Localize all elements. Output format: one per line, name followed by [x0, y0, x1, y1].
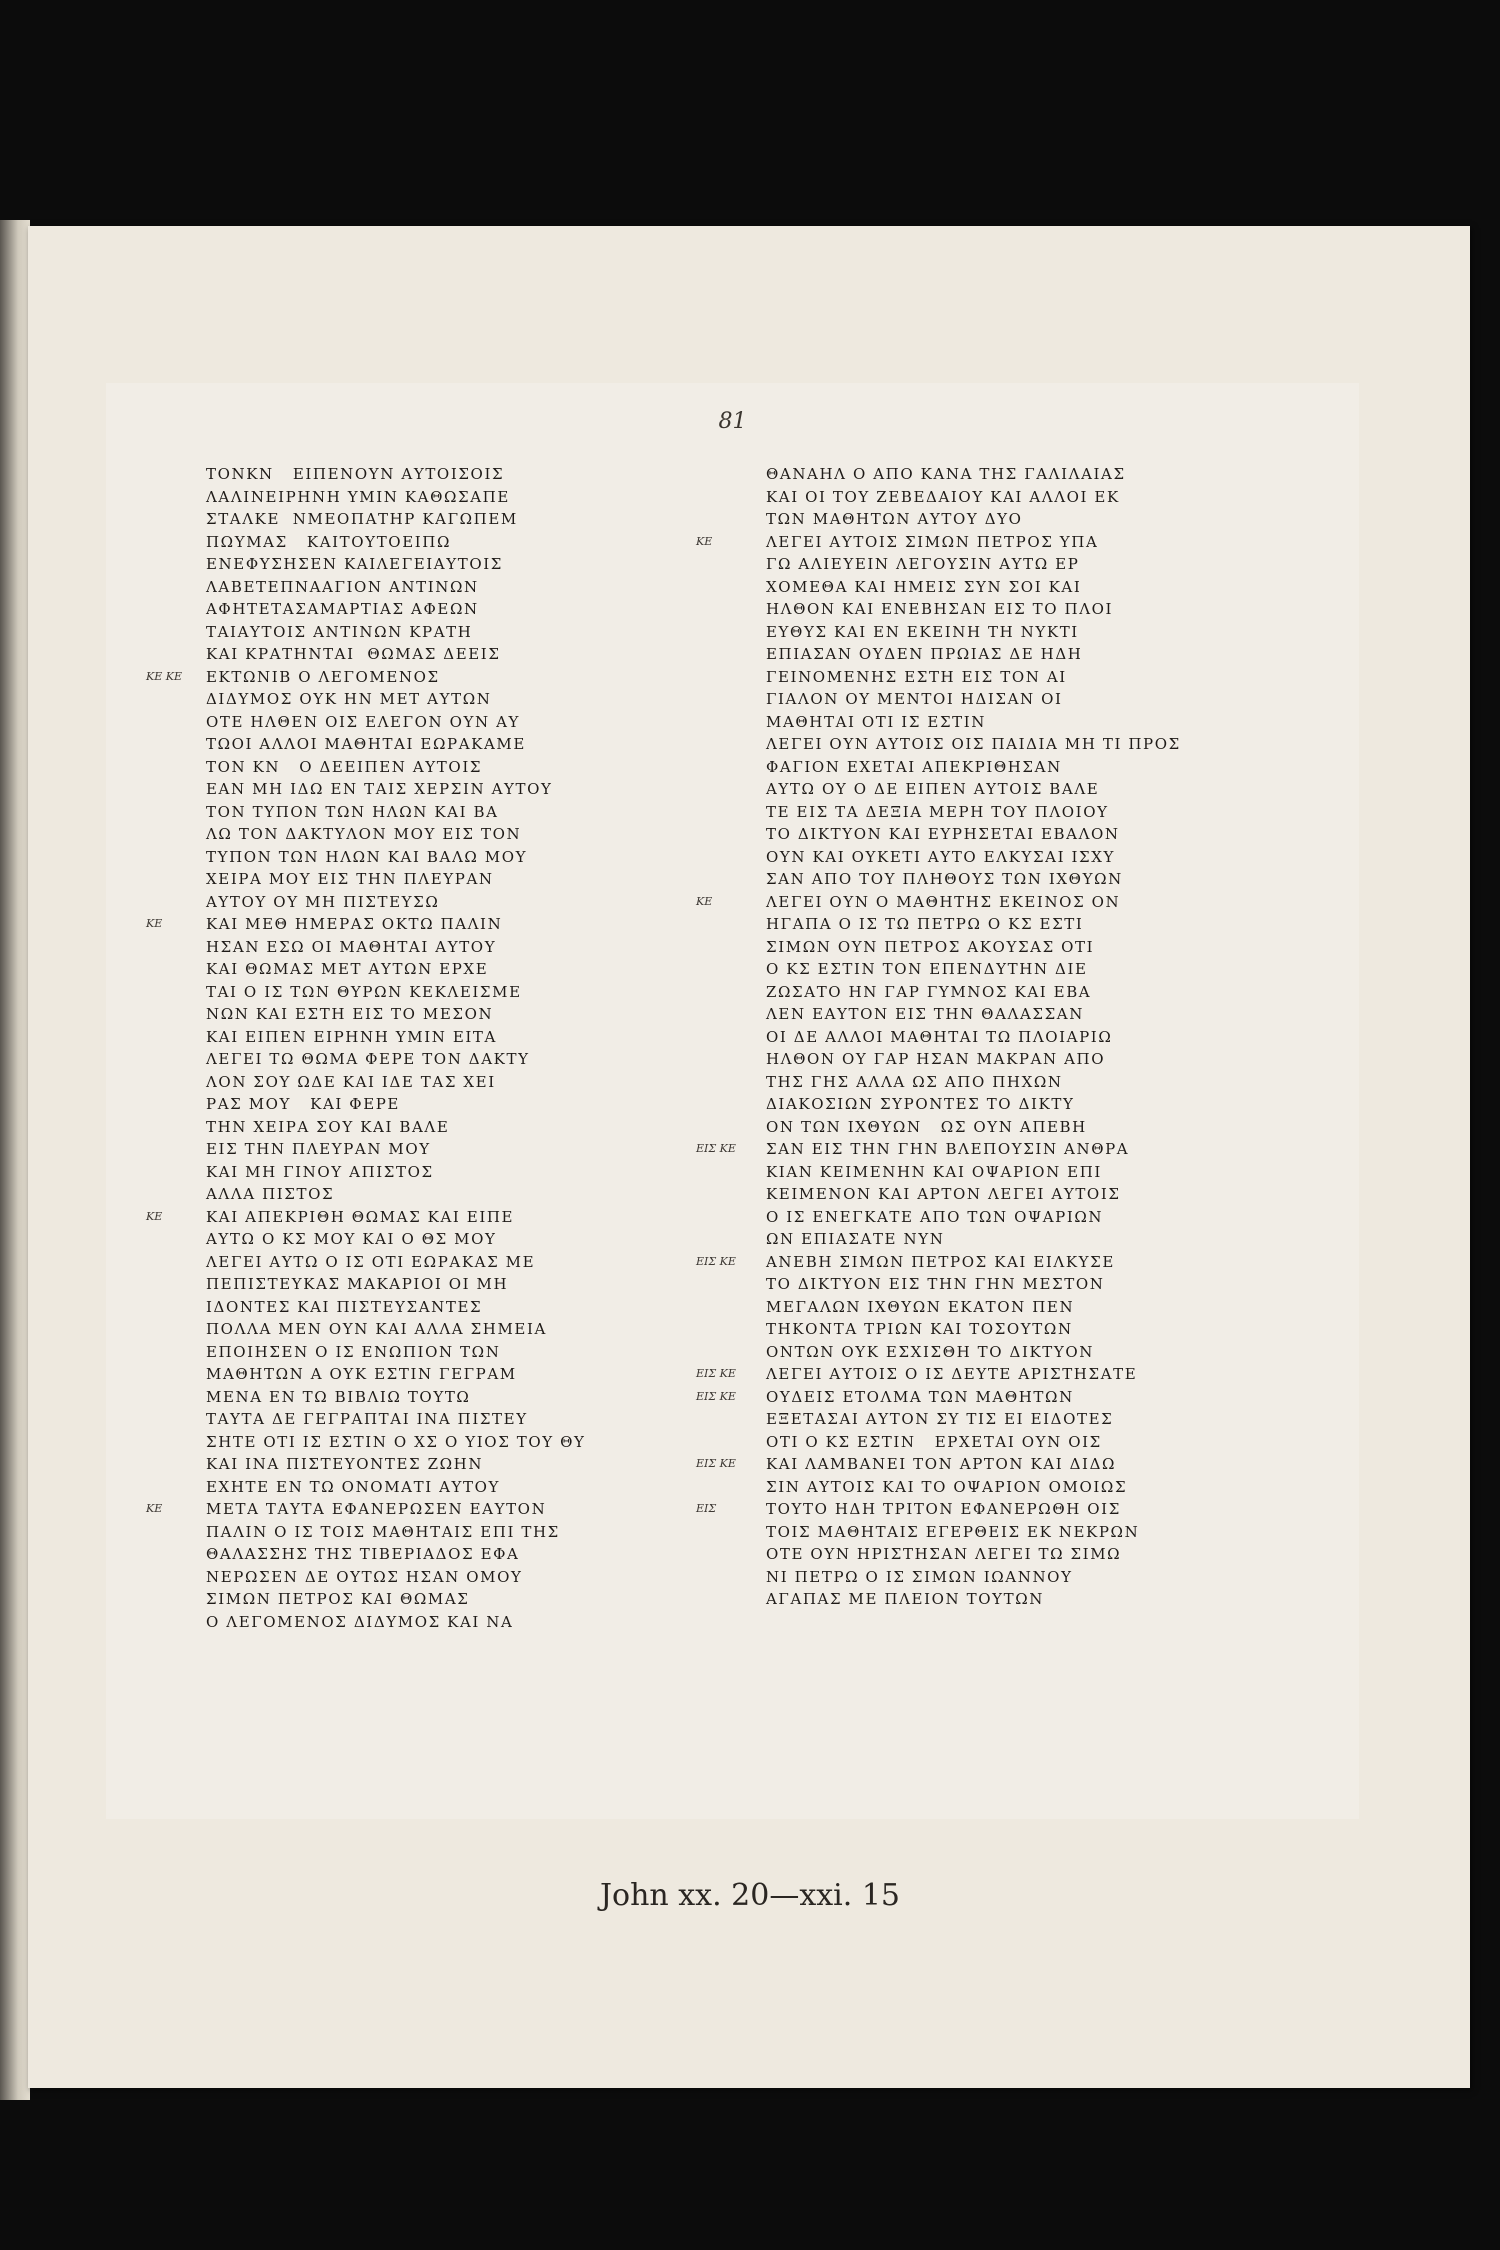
manuscript-line: ΕΠΟΙΗΣΕΝ Ο ΙΣ ΕΝΩΠΙΟΝ ΤΩΝ [206, 1342, 501, 1361]
margin-note [696, 711, 756, 734]
manuscript-line: ΗΛΘΟΝ ΚΑΙ ΕΝΕΒΗΣΑΝ ΕΙΣ ΤΟ ΠΛΟΙ [766, 600, 1114, 618]
margin-note [696, 1318, 756, 1341]
manuscript-line: ΕΑΝ ΜΗ ΙΔΩ ΕΝ ΤΑΙΣ ΧΕΡΣΙΝ ΑΥΤΟΥ [206, 780, 553, 798]
manuscript-line: ΟΙ ΔΕ ΑΛΛΟΙ ΜΑΘΗΤΑΙ ΤΩ ΠΛΟΙΑΡΙΩ [766, 1027, 1113, 1046]
manuscript-line: ΟΥΝ ΚΑΙ ΟΥΚΕΤΙ ΑΥΤΟ ΕΛΚΥΣΑΙ ΙΣΧΥ [766, 847, 1116, 866]
manuscript-line: ΤΩΝ ΜΑΘΗΤΩΝ ΑΥΤΟΥ ΔΥΟ [766, 510, 1023, 528]
manuscript-line: ΜΕΝΑ ΕΝ ΤΩ ΒΙΒΛΙΩ ΤΟΥΤΩ [206, 1387, 471, 1406]
manuscript-line: ΛΑΒΕΤΕΠΝΑΑΓΙΟΝ ΑΝΤΙΝΩΝ [206, 577, 479, 596]
margin-note [146, 756, 196, 779]
margin-note [696, 553, 756, 576]
manuscript-plate [106, 383, 1359, 1819]
margin-note [146, 621, 196, 644]
margin-note [696, 846, 756, 869]
manuscript-line: ΖΩΣΑΤΟ ΗΝ ΓΑΡ ΓΥΜΝΟΣ ΚΑΙ ΕΒΑ [766, 982, 1092, 1001]
margin-note [696, 756, 756, 779]
manuscript-line: ΤΟ ΔΙΚΤΥΟΝ ΚΑΙ ΕΥΡΗΣΕΤΑΙ ΕΒΑΛΟΝ [766, 825, 1120, 843]
manuscript-line: ΘΑΝΑΗΛ Ο ΑΠΟ ΚΑΝΑ ΤΗΣ ΓΑΛΙΛΑΙΑΣ [766, 465, 1126, 483]
manuscript-line: ΤΑΙ Ο ΙΣ ΤΩΝ ΘΥΡΩΝ ΚΕΚΛΕΙΣΜΕ [206, 982, 522, 1001]
margin-note [146, 1161, 196, 1184]
margin-note: ΕΙΣ ΚΕ [696, 1367, 736, 1380]
margin-note: ΕΙΣ ΚΕ [696, 1389, 736, 1403]
margin-note [146, 508, 196, 531]
manuscript-line: ΑΥΤΩ Ο ΚΣ ΜΟΥ ΚΑΙ Ο ΘΣ ΜΟΥ [206, 1230, 497, 1248]
margin-note [146, 1363, 196, 1386]
manuscript-line: ΤΟΝ ΚΝ Ο ΔΕΕΙΠΕΝ ΑΥΤΟΙΣ [206, 757, 483, 776]
margin-note [696, 1093, 756, 1116]
margin-note [146, 1048, 196, 1071]
manuscript-line: ΚΑΙ ΘΩΜΑΣ ΜΕΤ ΑΥΤΩΝ ΕΡΧΕ [206, 960, 489, 978]
manuscript-line: ΚΙΑΝ ΚΕΙΜΕΝΗΝ ΚΑΙ ΟΨΑΡΙΟΝ ΕΠΙ [766, 1162, 1102, 1181]
margin-note [146, 553, 196, 576]
manuscript-line: ΑΝΕΒΗ ΣΙΜΩΝ ΠΕΤΡΟΣ ΚΑΙ ΕΙΛΚΥΣΕ [766, 1252, 1115, 1271]
margin-note [146, 891, 196, 914]
manuscript-line: ΗΛΘΟΝ ΟΥ ΓΑΡ ΗΣΑΝ ΜΑΚΡΑΝ ΑΠΟ [766, 1050, 1106, 1068]
manuscript-line: ΓΩ ΑΛΙΕΥΕΙΝ ΛΕΓΟΥΣΙΝ ΑΥΤΩ ΕΡ [766, 555, 1080, 573]
manuscript-line: ΤΟΙΣ ΜΑΘΗΤΑΙΣ ΕΓΕΡΘΕΙΣ ΕΚ ΝΕΚΡΩΝ [766, 1522, 1140, 1541]
manuscript-line: ΜΕΓΑΛΩΝ ΙΧΘΥΩΝ ΕΚΑΤΟΝ ΠΕΝ [766, 1297, 1075, 1316]
manuscript-line: ΛΕΓΕΙ ΑΥΤΟΙΣ ΣΙΜΩΝ ΠΕΤΡΟΣ ΥΠΑ [766, 532, 1099, 551]
manuscript-line: ΙΔΟΝΤΕΣ ΚΑΙ ΠΙΣΤΕΥΣΑΝΤΕΣ [206, 1297, 483, 1316]
margin-note: ΕΙΣ ΚΕ [696, 1457, 736, 1470]
margin-note [146, 823, 196, 846]
manuscript-line: ΟΤΕ ΗΛΘΕΝ ΟΙΣ ΕΛΕΓΟΝ ΟΥΝ ΑΥ [206, 712, 521, 731]
margin-note: ΕΙΣ ΚΕ [696, 1142, 736, 1155]
manuscript-line: ΜΕΤΑ ΤΑΥΤΑ ΕΦΑΝΕΡΩΣΕΝ ΕΑΥΤΟΝ [206, 1500, 547, 1518]
margin-note [146, 486, 196, 509]
margin-note [696, 598, 756, 621]
manuscript-line: ΝΙ ΠΕΤΡΩ Ο ΙΣ ΣΙΜΩΝ ΙΩΑΝΝΟΥ [766, 1567, 1073, 1586]
margin-note [146, 576, 196, 599]
manuscript-line: ΑΓΑΠΑΣ ΜΕ ΠΛΕΙΟΝ ΤΟΥΤΩΝ [766, 1590, 1044, 1608]
manuscript-line: ΩΝ ΕΠΙΑΣΑΤΕ ΝΥΝ [766, 1230, 945, 1248]
margin-note [696, 778, 756, 801]
margin-note [696, 981, 756, 1004]
manuscript-line: ΑΥΤΩ ΟΥ Ο ΔΕ ΕΙΠΕΝ ΑΥΤΟΙΣ ΒΑΛΕ [766, 780, 1100, 798]
margin-note [146, 1476, 196, 1499]
manuscript-line: ΟΥΔΕΙΣ ΕΤΟΛΜΑ ΤΩΝ ΜΑΘΗΤΩΝ [766, 1387, 1074, 1406]
margin-note [696, 508, 756, 531]
manuscript-line: Ο ΙΣ ΕΝΕΓΚΑΤΕ ΑΠΟ ΤΩΝ ΟΨΑΡΙΩΝ [766, 1207, 1104, 1226]
margin-note [696, 936, 756, 959]
margin-note [696, 1408, 756, 1431]
margin-note [696, 1071, 756, 1094]
book-page [28, 226, 1470, 2088]
margin-note [146, 1138, 196, 1161]
manuscript-line: ΑΥΤΟΥ ΟΥ ΜΗ ΠΙΣΤΕΥΣΩ [206, 892, 440, 911]
margin-note [696, 913, 756, 936]
left-text-column [206, 463, 686, 1633]
margin-note [696, 1296, 756, 1319]
margin-note [696, 958, 756, 981]
margin-note [696, 1003, 756, 1026]
manuscript-line: ΝΕΡΩΣΕΝ ΔΕ ΟΥΤΩΣ ΗΣΑΝ ΟΜΟΥ [206, 1567, 523, 1586]
manuscript-line: ΓΕΙΝΟΜΕΝΗΣ ΕΣΤΗ ΕΙΣ ΤΟΝ ΑΙ [766, 667, 1067, 686]
manuscript-line: ΠΕΠΙΣΤΕΥΚΑΣ ΜΑΚΑΡΙΟΙ ΟΙ ΜΗ [206, 1275, 509, 1293]
margin-note [146, 1341, 196, 1364]
margin-note: ΚΕ [696, 534, 713, 548]
margin-note [696, 1476, 756, 1499]
manuscript-line: ΣΙΝ ΑΥΤΟΙΣ ΚΑΙ ΤΟ ΟΨΑΡΙΟΝ ΟΜΟΙΩΣ [766, 1477, 1128, 1496]
margin-note [696, 1161, 756, 1184]
manuscript-line: ΧΟΜΕΘΑ ΚΑΙ ΗΜΕΙΣ ΣΥΝ ΣΟΙ ΚΑΙ [766, 577, 1082, 596]
manuscript-line: ΟΝ ΤΩΝ ΙΧΘΥΩΝ ΩΣ ΟΥΝ ΑΠΕΒΗ [766, 1117, 1087, 1136]
margin-note [696, 801, 756, 824]
margin-note [146, 1273, 196, 1296]
margin-note [146, 778, 196, 801]
manuscript-line: ΣΙΜΩΝ ΟΥΝ ΠΕΤΡΟΣ ΑΚΟΥΣΑΣ ΟΤΙ [766, 937, 1095, 956]
manuscript-line: ΣΙΜΩΝ ΠΕΤΡΟΣ ΚΑΙ ΘΩΜΑΣ [206, 1590, 470, 1608]
manuscript-line: ΛΟΝ ΣΟΥ ΩΔΕ ΚΑΙ ΙΔΕ ΤΑΣ ΧΕΙ [206, 1072, 496, 1091]
margin-note [696, 733, 756, 756]
manuscript-line: ΔΙΑΚΟΣΙΩΝ ΣΥΡΟΝΤΕΣ ΤΟ ΔΙΚΤΥ [766, 1095, 1075, 1113]
manuscript-line: ΛΑΛΙΝΕΙΡΗΝΗ ΥΜΙΝ ΚΑΘΩΣΑΠΕ [206, 487, 510, 506]
left-margin-notes [146, 463, 196, 1521]
manuscript-line: ΟΤΕ ΟΥΝ ΗΡΙΣΤΗΣΑΝ ΛΕΓΕΙ ΤΩ ΣΙΜΩ [766, 1545, 1122, 1563]
folio-number: 81 [718, 409, 747, 434]
right-text-column [766, 463, 1246, 1611]
manuscript-line: ΚΑΙ ΕΙΠΕΝ ΕΙΡΗΝΗ ΥΜΙΝ ΕΙΤΑ [206, 1027, 497, 1046]
margin-note [146, 1408, 196, 1431]
margin-note [146, 1071, 196, 1094]
margin-note [146, 1453, 196, 1476]
margin-note [146, 598, 196, 621]
manuscript-line: ΛΕΓΕΙ ΟΥΝ Ο ΜΑΘΗΤΗΣ ΕΚΕΙΝΟΣ ΟΝ [766, 892, 1121, 911]
manuscript-line: ΛΕΝ ΕΑΥΤΟΝ ΕΙΣ ΤΗΝ ΘΑΛΑΣΣΑΝ [766, 1005, 1084, 1023]
margin-note [696, 486, 756, 509]
margin-note [696, 823, 756, 846]
center-margin-notes [696, 463, 756, 1521]
manuscript-line: ΕΚΤΩΝΙΒ Ο ΛΕΓΟΜΕΝΟΣ [206, 667, 440, 686]
margin-note: ΚΕ ΚΕ [146, 669, 182, 683]
margin-note [146, 958, 196, 981]
manuscript-line: ΑΛΛΑ ΠΙΣΤΟΣ [206, 1185, 335, 1203]
manuscript-line: ΤΗΚΟΝΤΑ ΤΡΙΩΝ ΚΑΙ ΤΟΣΟΥΤΩΝ [766, 1320, 1073, 1338]
manuscript-line: ΛΕΓΕΙ ΤΩ ΘΩΜΑ ΦΕΡΕ ΤΟΝ ΔΑΚΤΥ [206, 1050, 530, 1068]
manuscript-line: ΕΝΕΦΥΣΗΣΕΝ ΚΑΙΛΕΓΕΙΑΥΤΟΙΣ [206, 555, 503, 573]
margin-note [696, 1206, 756, 1229]
margin-note [696, 621, 756, 644]
manuscript-line: ΠΩΥΜΑΣ ΚΑΙΤΟΥΤΟΕΙΠΩ [206, 532, 451, 551]
manuscript-line: ΧΕΙΡΑ ΜΟΥ ΕΙΣ ΤΗΝ ΠΛΕΥΡΑΝ [206, 870, 494, 888]
margin-note [146, 643, 196, 666]
margin-note [146, 1026, 196, 1049]
margin-note: ΕΙΣ ΚΕ [696, 1254, 736, 1268]
margin-note [146, 868, 196, 891]
margin-note: ΚΕ [146, 917, 163, 930]
margin-note [146, 936, 196, 959]
manuscript-line: ΠΑΛΙΝ Ο ΙΣ ΤΟΙΣ ΜΑΘΗΤΑΙΣ ΕΠΙ ΤΗΣ [206, 1522, 560, 1541]
margin-note [146, 1183, 196, 1206]
margin-note [146, 846, 196, 869]
manuscript-line: ΚΕΙΜΕΝΟΝ ΚΑΙ ΑΡΤΟΝ ΛΕΓΕΙ ΑΥΤΟΙΣ [766, 1185, 1121, 1203]
plate-caption: John xx. 20—xxi. 15 [599, 1878, 901, 1913]
manuscript-line: ΕΠΙΑΣΑΝ ΟΥΔΕΝ ΠΡΩΙΑΣ ΔΕ ΗΔΗ [766, 645, 1083, 663]
margin-note [146, 1296, 196, 1319]
manuscript-line: ΚΑΙ ΚΡΑΤΗΝΤΑΙ ΘΩΜΑΣ ΔΕΕΙΣ [206, 645, 501, 663]
manuscript-line: ΡΑΣ ΜΟΥ ΚΑΙ ΦΕΡΕ [206, 1095, 400, 1113]
margin-note [696, 643, 756, 666]
margin-note [146, 688, 196, 711]
manuscript-line: ΝΩΝ ΚΑΙ ΕΣΤΗ ΕΙΣ ΤΟ ΜΕΣΟΝ [206, 1005, 494, 1023]
manuscript-line: ΟΝΤΩΝ ΟΥΚ ΕΣΧΙΣΘΗ ΤΟ ΔΙΚΤΥΟΝ [766, 1342, 1095, 1361]
manuscript-line: ΚΑΙ ΟΙ ΤΟΥ ΖΕΒΕΔΑΙΟΥ ΚΑΙ ΑΛΛΟΙ ΕΚ [766, 487, 1120, 506]
margin-note [146, 531, 196, 554]
margin-note [696, 1048, 756, 1071]
adjacent-page-edge [0, 220, 30, 2100]
manuscript-line: ΛΕΓΕΙ ΑΥΤΟΙΣ Ο ΙΣ ΔΕΥΤΕ ΑΡΙΣΤΗΣΑΤΕ [766, 1365, 1138, 1383]
manuscript-line: ΓΙΑΛΟΝ ΟΥ ΜΕΝΤΟΙ ΗΔΙΣΑΝ ΟΙ [766, 690, 1063, 708]
margin-note [146, 1093, 196, 1116]
manuscript-line: ΤΕ ΕΙΣ ΤΑ ΔΕΞΙΑ ΜΕΡΗ ΤΟΥ ΠΛΟΙΟΥ [766, 802, 1109, 821]
margin-note [146, 711, 196, 734]
manuscript-line: ΚΑΙ ΜΗ ΓΙΝΟΥ ΑΠΙΣΤΟΣ [206, 1162, 434, 1181]
margin-note [146, 981, 196, 1004]
manuscript-line: ΕΥΘΥΣ ΚΑΙ ΕΝ ΕΚΕΙΝΗ ΤΗ ΝΥΚΤΙ [766, 622, 1079, 641]
margin-note [696, 868, 756, 891]
margin-note: ΚΕ [146, 1209, 163, 1223]
manuscript-line: ΤΗΝ ΧΕΙΡΑ ΣΟΥ ΚΑΙ ΒΑΛΕ [206, 1117, 450, 1136]
margin-note [696, 576, 756, 599]
margin-note [146, 463, 196, 486]
manuscript-line: Ο ΚΣ ΕΣΤΙΝ ΤΟΝ ΕΠΕΝΔΥΤΗΝ ΔΙΕ [766, 960, 1088, 978]
margin-note [146, 1116, 196, 1139]
margin-note [696, 1228, 756, 1251]
manuscript-line: ΜΑΘΗΤΑΙ ΟΤΙ ΙΣ ΕΣΤΙΝ [766, 712, 987, 731]
margin-note [146, 733, 196, 756]
margin-note [696, 1273, 756, 1296]
manuscript-line: ΤΑΙΑΥΤΟΙΣ ΑΝΤΙΝΩΝ ΚΡΑΤΗ [206, 622, 473, 641]
margin-note [146, 1251, 196, 1274]
manuscript-line: ΚΑΙ ΙΝΑ ΠΙΣΤΕΥΟΝΤΕΣ ΖΩΗΝ [206, 1455, 484, 1473]
manuscript-line: ΤΥΠΟΝ ΤΩΝ ΗΛΩΝ ΚΑΙ ΒΑΛΩ ΜΟΥ [206, 847, 528, 866]
manuscript-line: ΘΑΛΑΣΣΗΣ ΤΗΣ ΤΙΒΕΡΙΑΔΟΣ ΕΦΑ [206, 1545, 520, 1563]
manuscript-line: Ο ΛΕΓΟΜΕΝΟΣ ΔΙΔΥΜΟΣ ΚΑΙ ΝΑ [206, 1612, 514, 1631]
manuscript-line: ΛΕΓΕΙ ΟΥΝ ΑΥΤΟΙΣ ΟΙΣ ΠΑΙΔΙΑ ΜΗ ΤΙ ΠΡΟΣ [766, 735, 1181, 753]
manuscript-line: ΛΩ ΤΟΝ ΔΑΚΤΥΛΟΝ ΜΟΥ ΕΙΣ ΤΟΝ [206, 825, 522, 843]
margin-note [696, 688, 756, 711]
manuscript-line: ΔΙΔΥΜΟΣ ΟΥΚ ΗΝ ΜΕΤ ΑΥΤΩΝ [206, 690, 492, 708]
manuscript-line: ΗΓΑΠΑ Ο ΙΣ ΤΩ ΠΕΤΡΩ Ο ΚΣ ΕΣΤΙ [766, 915, 1084, 933]
manuscript-line: ΛΕΓΕΙ ΑΥΤΩ Ο ΙΣ ΟΤΙ ΕΩΡΑΚΑΣ ΜΕ [206, 1252, 536, 1271]
margin-note [146, 801, 196, 824]
margin-note [696, 1341, 756, 1364]
manuscript-line: ΚΑΙ ΛΑΜΒΑΝΕΙ ΤΟΝ ΑΡΤΟΝ ΚΑΙ ΔΙΔΩ [766, 1455, 1117, 1473]
manuscript-line: ΤΟΝ ΤΥΠΟΝ ΤΩΝ ΗΛΩΝ ΚΑΙ ΒΑ [206, 802, 499, 821]
margin-note: ΚΕ [146, 1502, 163, 1515]
manuscript-line: ΤΑΥΤΑ ΔΕ ΓΕΓΡΑΠΤΑΙ ΙΝΑ ΠΙΣΤΕΥ [206, 1410, 528, 1428]
margin-note [696, 463, 756, 486]
manuscript-line: ΜΑΘΗΤΩΝ Α ΟΥΚ ΕΣΤΙΝ ΓΕΓΡΑΜ [206, 1365, 517, 1383]
manuscript-line: ΦΑΓΙΟΝ ΕΧΕΤΑΙ ΑΠΕΚΡΙΘΗΣΑΝ [766, 757, 1062, 776]
manuscript-line: ΣΑΝ ΑΠΟ ΤΟΥ ΠΛΗΘΟΥΣ ΤΩΝ ΙΧΘΥΩΝ [766, 870, 1123, 888]
margin-note: ΕΙΣ [696, 1502, 717, 1515]
margin-note [146, 1431, 196, 1454]
margin-note: ΚΕ [696, 894, 713, 908]
manuscript-line: ΕΙΣ ΤΗΝ ΠΛΕΥΡΑΝ ΜΟΥ [206, 1140, 431, 1158]
margin-note [696, 666, 756, 689]
margin-note [146, 1003, 196, 1026]
manuscript-line: ΟΤΙ Ο ΚΣ ΕΣΤΙΝ ΕΡΧΕΤΑΙ ΟΥΝ ΟΙΣ [766, 1432, 1102, 1451]
manuscript-line: ΚΑΙ ΜΕΘ ΗΜΕΡΑΣ ΟΚΤΩ ΠΑΛΙΝ [206, 915, 503, 933]
manuscript-line: ΑΦΗΤΕΤΑΣΑΜΑΡΤΙΑΣ ΑΦΕΩΝ [206, 600, 479, 618]
manuscript-line: ΕΞΕΤΑΣΑΙ ΑΥΤΟΝ ΣΥ ΤΙΣ ΕΙ ΕΙΔΟΤΕΣ [766, 1410, 1114, 1428]
manuscript-line: ΣΗΤΕ ΟΤΙ ΙΣ ΕΣΤΙΝ Ο ΧΣ Ο ΥΙΟΣ ΤΟΥ ΘΥ [206, 1432, 586, 1451]
margin-note [146, 1228, 196, 1251]
manuscript-line: ΤΟΥΤΟ ΗΔΗ ΤΡΙΤΟΝ ΕΦΑΝΕΡΩΘΗ ΟΙΣ [766, 1500, 1121, 1518]
manuscript-line: ΠΟΛΛΑ ΜΕΝ ΟΥΝ ΚΑΙ ΑΛΛΑ ΣΗΜΕΙΑ [206, 1320, 547, 1338]
manuscript-line: ΣΑΝ ΕΙΣ ΤΗΝ ΓΗΝ ΒΛΕΠΟΥΣΙΝ ΑΝΘΡΑ [766, 1140, 1130, 1158]
margin-note [696, 1431, 756, 1454]
manuscript-line: ΕΧΗΤΕ ΕΝ ΤΩ ΟΝΟΜΑΤΙ ΑΥΤΟΥ [206, 1477, 501, 1496]
manuscript-line: ΗΣΑΝ ΕΣΩ ΟΙ ΜΑΘΗΤΑΙ ΑΥΤΟΥ [206, 937, 497, 956]
manuscript-line: ΣΤΑΛΚΕ ΝΜΕΟΠΑΤΗΡ ΚΑΓΩΠΕΜ [206, 510, 518, 528]
manuscript-line: ΤΩΟΙ ΑΛΛΟΙ ΜΑΘΗΤΑΙ ΕΩΡΑΚΑΜΕ [206, 735, 526, 753]
manuscript-line: ΤΗΣ ΓΗΣ ΑΛΛΑ ΩΣ ΑΠΟ ΠΗΧΩΝ [766, 1072, 1063, 1091]
margin-note [696, 1183, 756, 1206]
margin-note [696, 1026, 756, 1049]
manuscript-line: ΤΟ ΔΙΚΤΥΟΝ ΕΙΣ ΤΗΝ ΓΗΝ ΜΕΣΤΟΝ [766, 1275, 1105, 1293]
margin-note [146, 1318, 196, 1341]
manuscript-line: ΤΟΝΚΝ ΕΙΠΕΝΟΥΝ ΑΥΤΟΙΣΟΙΣ [206, 465, 505, 483]
manuscript-line: ΚΑΙ ΑΠΕΚΡΙΘΗ ΘΩΜΑΣ ΚΑΙ ΕΙΠΕ [206, 1207, 515, 1226]
margin-note [696, 1116, 756, 1139]
margin-note [146, 1386, 196, 1409]
